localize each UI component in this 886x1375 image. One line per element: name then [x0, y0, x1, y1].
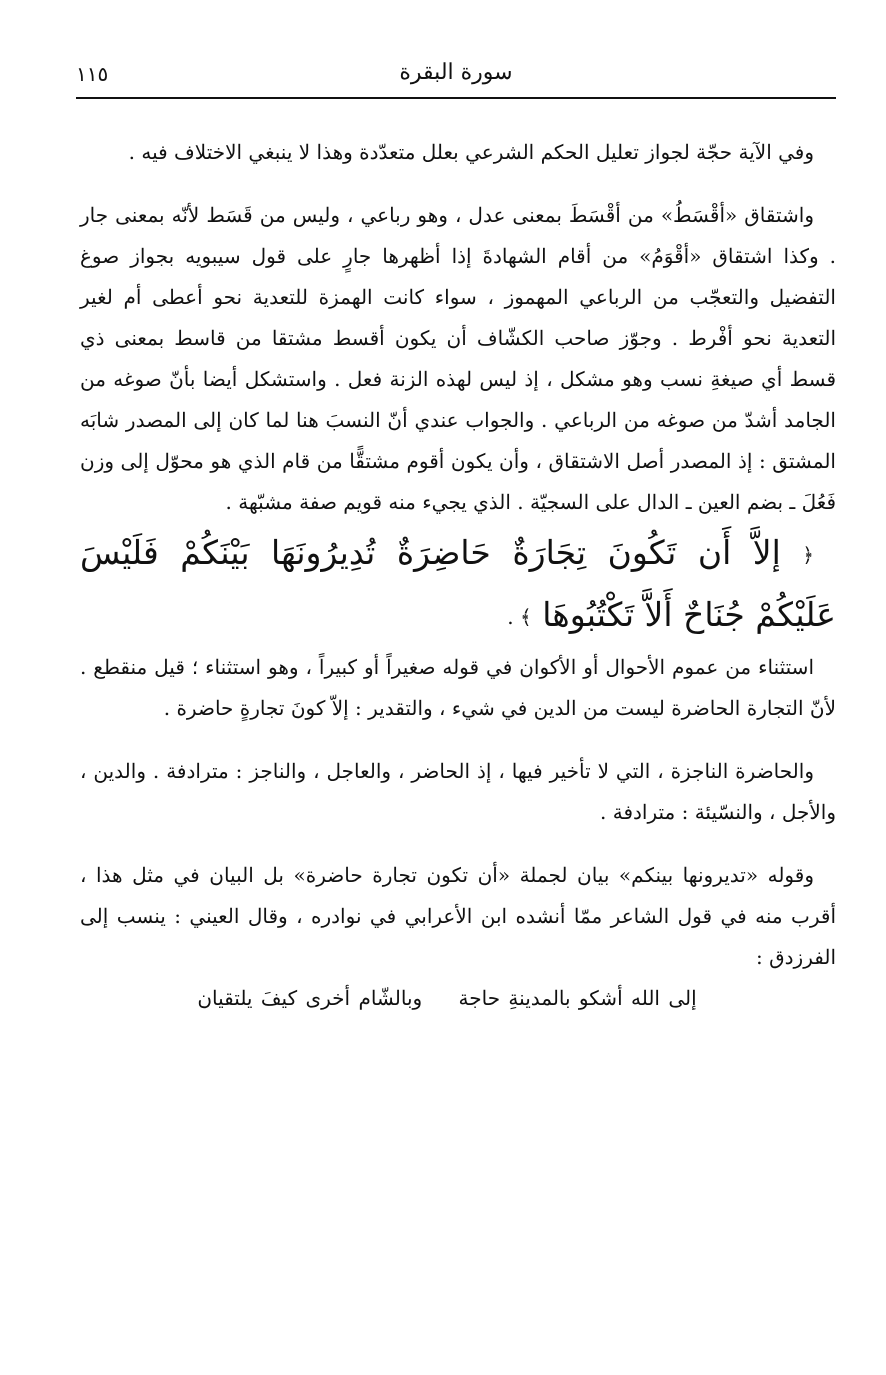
- commentary-paragraph-1: استثناء من عموم الأحوال أو الأكوان في قوله صغيراً أو كبيراً ، وهو استثناء ؛ قيل منقطع . لأنّ التجارة الحاضرة ليست من الدين في شيء ، والتقدير : إلاّ كونَ تجارةٍ حاضرة .: [80, 655, 836, 720]
- verse-ornament-open: ﴿: [802, 543, 814, 567]
- commentary-paragraph-3: وقوله «تديرونها بينكم» بيان لجملة «أن تكون تجارة حاضرة» بل البيان في مثل هذا ، أقرب منه في قول الشاعر ممّا أنشده ابن الأعرابي في نوادره ، وقال العيني : ينسب إلى الفرزدق :: [80, 863, 836, 969]
- header-rule: [76, 97, 836, 99]
- surah-title: سورة البقرة: [399, 60, 513, 85]
- page-body: [80, 132, 836, 1019]
- poetry-hemistich-1: إلى الله أشكو بالمدينةِ حاجة: [458, 986, 697, 1010]
- paragraph-2: واشتقاق «أقْسَطُ» من أقْسَطَ بمعنى عدل ، وهو رباعي ، وليس من قَسَط لأنّه بمعنى جار . وكذا اشتقاق «أقْوَمُ» من أقام الشهادةَ إذا أظهرها جارٍ على قول سيبويه بجواز صوغ التفضيل والتعجّب من الرباعي المهموز ، سواء كانت الهمزة للتعدية نحو أعطى أم لغير التعدية نحو أفْرط . وجوّز صاحب الكشّاف أن يكون أقسط مشتقا من قاسط بمعنى ذي قسط أي صيغةِ نسب وهو مشكل ، إذ ليس لهذه الزنة فعل . واستشكل أيضا بأنّ صوغه من الجامد أشدّ من صوغه من الرباعي . والجواب عندي أنّ النسبَ هنا لما كان إلى المصدر شابَه المشتق : إذ المصدر أصل الاشتقاق ، وأن يكون أقوم مشتقًّا من قام الذي هو محوّل إلى وزن فَعُلَ ـ بضم العين ـ الدال على السجيّة . الذي يجيء منه قويم صفة مشبّهة .: [80, 203, 837, 514]
- verse-text: إلاَّ أَن تَكُونَ تِجَارَةٌ حَاضِرَةٌ تُدِيرُونَهَا بَيْنَكُمْ فَلَيْسَ عَلَيْكُمْ جُنَاحٌ أَلاَّ تَكْتُبُوهَا: [80, 533, 836, 634]
- poetry-hemistich-2: وبالشّام أخرى كيفَ يلتقيان: [197, 986, 423, 1010]
- verse-ornament-close: ﴾ .: [507, 605, 532, 629]
- commentary-paragraph-2: والحاضرة الناجزة ، التي لا تأخير فيها ، إذ الحاضر ، والعاجل ، والناجز : مترادفة . والدين ، والأجل ، والنسّيئة : مترادفة .: [80, 759, 836, 824]
- poetry-verse: [80, 978, 836, 1019]
- paragraph-1: وفي الآية حجّة لجواز تعليل الحكم الشرعي بعلل متعدّدة وهذا لا ينبغي الاختلاف فيه .: [128, 140, 814, 164]
- quran-verse: [80, 523, 836, 647]
- page-number: ١١٥: [76, 62, 109, 86]
- page-header: [76, 58, 836, 94]
